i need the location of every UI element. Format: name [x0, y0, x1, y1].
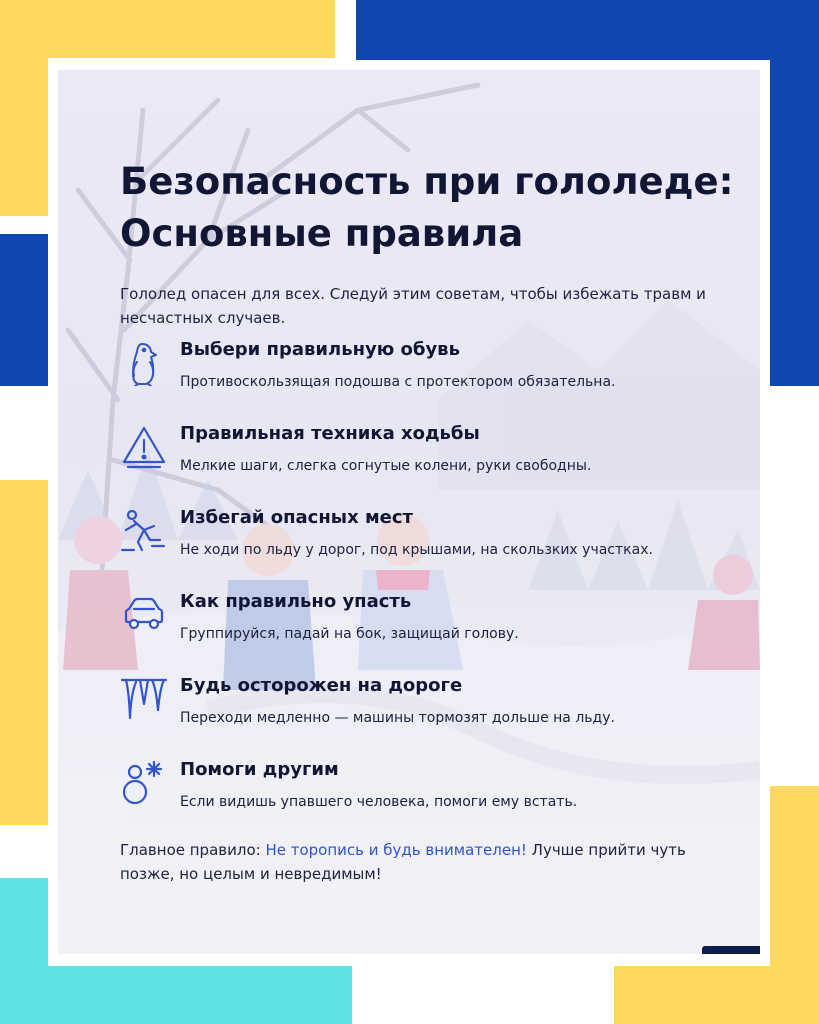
rule-description: Мелкие шаги, слегка согнутые колени, руки свободны. — [180, 458, 592, 474]
main-rule-prefix: Главное правило: — [120, 841, 266, 859]
rule-item-falling — [120, 590, 740, 650]
rule-title: Будь осторожен на дороге — [180, 675, 463, 696]
poster-content — [58, 70, 760, 954]
car-icon — [120, 590, 168, 638]
slipping-person-icon — [120, 506, 168, 554]
rule-description: Переходи медленно — машины тормозят дольше на льду. — [180, 710, 615, 726]
decor-yellow-bottom-right — [614, 966, 819, 1024]
icicles-icon — [120, 674, 168, 722]
decor-blue-left — [0, 234, 48, 386]
rule-title: Как правильно упасть — [180, 591, 412, 612]
penguin-icon — [120, 338, 168, 386]
rule-title: Избегай опасных мест — [180, 507, 413, 528]
title-line-2: Основные правила — [120, 212, 524, 255]
rule-title: Правильная техника ходьбы — [180, 423, 480, 444]
title-line-1: Безопасность при гололеде: — [120, 160, 734, 203]
rule-title: Выбери правильную обувь — [180, 339, 460, 360]
rule-description: Группируйся, падай на бок, защищай голову. — [180, 626, 519, 642]
rule-description: Противоскользящая подошва с протектором обязательна. — [180, 374, 616, 390]
rule-item-dangerous-places — [120, 506, 740, 566]
rule-title: Помоги другим — [180, 759, 339, 780]
decor-yellow-top-left — [0, 0, 335, 58]
decor-yellow-left-middle — [0, 480, 48, 825]
decor-blue-right — [770, 60, 819, 386]
main-rule-suffix: Лучше прийти чуть позже, но целым и невредимым! — [120, 841, 686, 883]
corner-badge — [702, 946, 760, 954]
rule-item-help-others — [120, 758, 740, 818]
rule-description: Не ходи по льду у дорог, под крышами, на скользких участках. — [180, 542, 653, 558]
intro-text: Гололед опасен для всех. Следуй этим советам, чтобы избежать травм и несчастных случаев. — [120, 285, 706, 327]
main-rule-highlight: Не торопись и будь внимателен! — [265, 841, 527, 859]
rule-description: Если видишь упавшего человека, помоги ему встать. — [180, 794, 578, 810]
rule-item-walking — [120, 422, 740, 482]
page-title — [120, 156, 740, 260]
snowman-icon — [120, 758, 168, 806]
rule-item-footwear — [120, 338, 740, 398]
decor-blue-top — [356, 0, 819, 60]
poster-canvas — [58, 70, 760, 954]
warning-icon — [120, 422, 168, 470]
main-rule-text — [120, 838, 720, 886]
rule-item-road — [120, 674, 740, 734]
decor-yellow-left-top — [0, 58, 48, 216]
poster-card — [48, 60, 770, 966]
